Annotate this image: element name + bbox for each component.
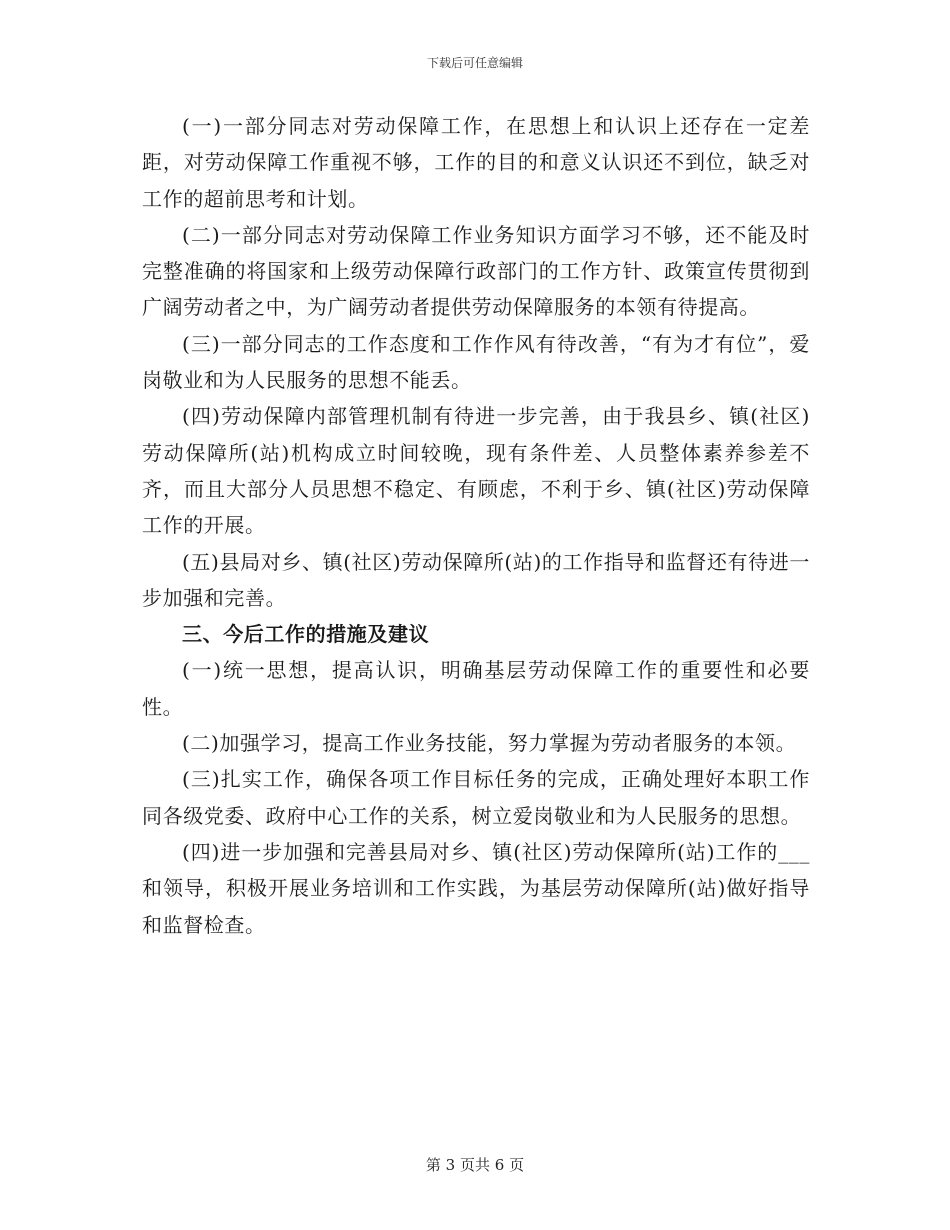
paragraph-measure-2: (二)加强学习，提高工作业务技能，努力掌握为劳动者服务的本领。 <box>182 731 797 756</box>
paragraph-issue-3: (三)一部分同志的工作态度和工作作风有待改善，“有为才有位”，爱岗敬业和为人民服务的思想不能丢。 <box>142 331 810 393</box>
section-heading: 三、今后工作的措施及建议 <box>182 622 430 647</box>
paragraph-measure-1: (一)统一思想，提高认识，明确基层劳动保障工作的重要性和必要性。 <box>142 658 810 719</box>
paragraph-issue-5: (五)县局对乡、镇(社区)劳动保障所(站)的工作指导和监督还有待进一步加强和完善。 <box>142 549 810 610</box>
paragraph-issue-4: (四)劳动保障内部管理机制有待进一步完善，由于我县乡、镇(社区)劳动保障所(站)机构成立时间较晚，现有条件差、人员整体素养参差不齐，而且大部分人员思想不稳定、有顾虑，不利于乡、镇(社区)劳动保障工作的开展。 <box>142 404 810 538</box>
document-body <box>142 108 810 943</box>
paragraph-measure-3: (三)扎实工作，确保各项工作目标任务的完成，正确处理好本职工作同各级党委、政府中心工作的关系，树立爱岗敬业和为人民服务的思想。 <box>142 767 810 828</box>
page-footer: 第 3 页共 6 页 <box>425 1156 525 1174</box>
paragraph-issue-1: (一)一部分同志对劳动保障工作，在思想上和认识上还存在一定差距，对劳动保障工作重视不够，工作的目的和意义认识还不到位，缺乏对工作的超前思考和计划。 <box>142 114 810 211</box>
paragraph-measure-4: (四)进一步加强和完善县局对乡、镇(社区)劳动保障所(站)工作的___和领导，积极开展业务培训和工作实践，为基层劳动保障所(站)做好指导和监督检查。 <box>142 839 810 937</box>
paragraph-issue-2: (二)一部分同志对劳动保障工作业务知识方面学习不够，还不能及时完整准确的将国家和上级劳动保障行政部门的工作方针、政策宣传贯彻到广阔劳动者之中，为广阔劳动者提供劳动保障服务的本领有待提高。 <box>142 222 810 320</box>
page-header: 下载后可任意编辑 <box>426 56 523 70</box>
